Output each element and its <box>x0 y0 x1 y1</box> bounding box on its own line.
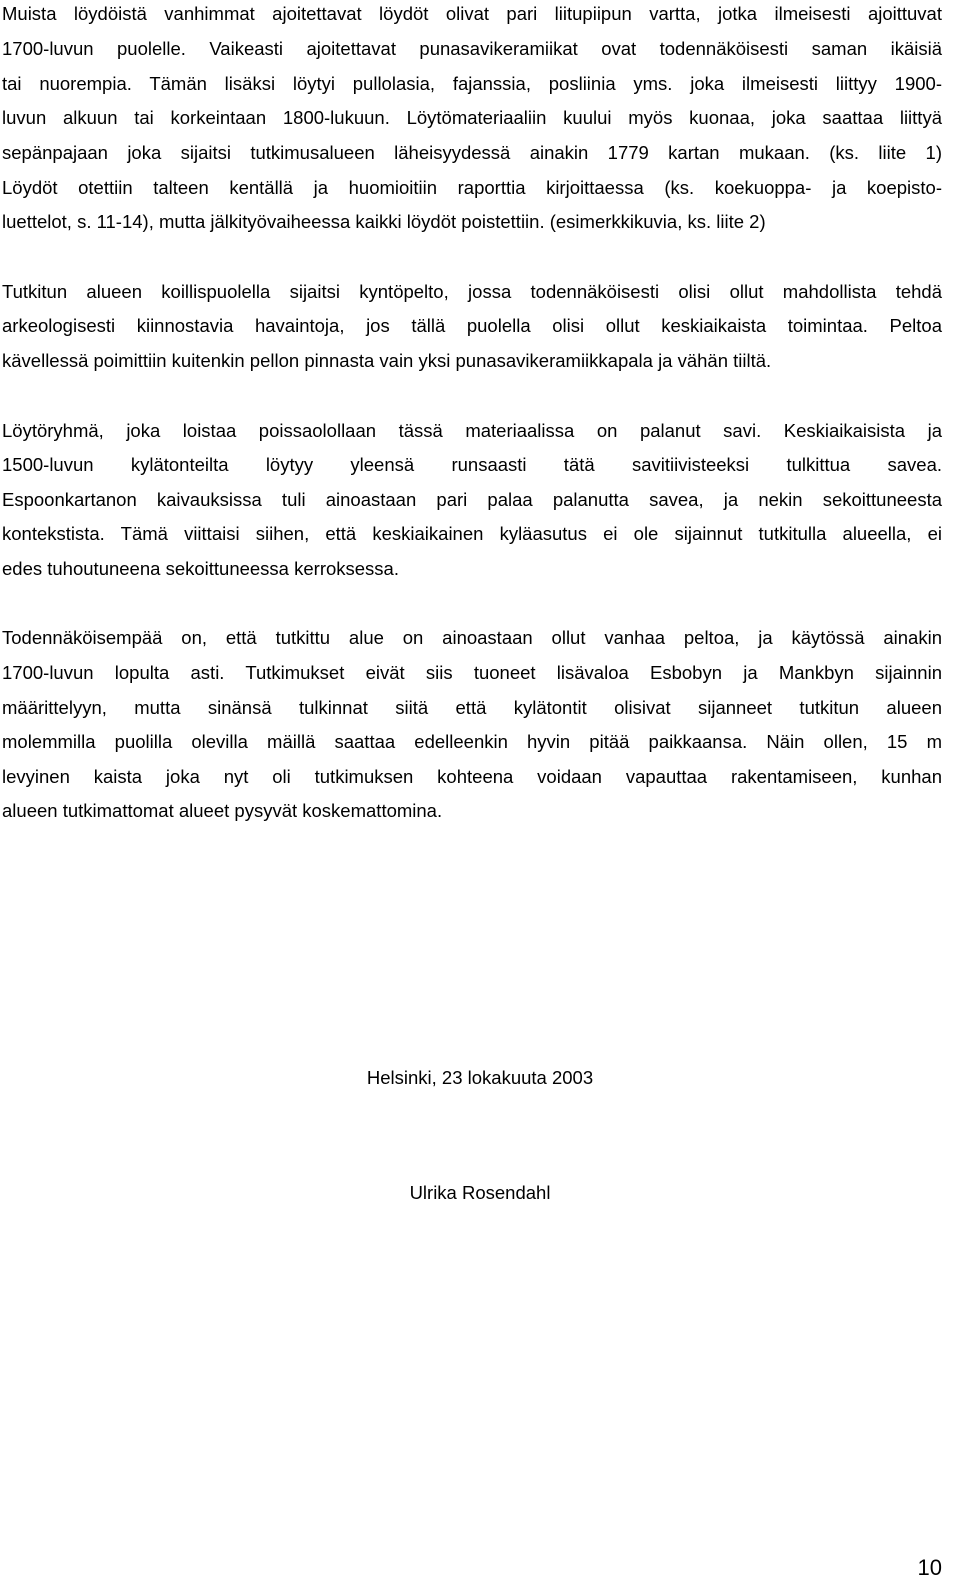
text-line: Espoonkartanon kaivauksissa tuli ainoastaan pari palaa palanutta savea, ja nekin sekoittuneesta <box>2 489 942 510</box>
text-line: Tutkitun alueen koillispuolella sijaitsi kyntöpelto, jossa todennäköisesti olisi ollut mahdollista tehdä <box>2 281 942 302</box>
text-line: alueen tutkimattomat alueet pysyvät koskemattomina. <box>2 800 443 821</box>
text-line: arkeologisesti kiinnostavia havaintoja, jos tällä puolella olisi ollut keskiaikaista toimintaa. Peltoa <box>2 315 942 336</box>
text-line: sepänpajaan joka sijaitsi tutkimusalueen läheisyydessä ainakin 1779 kartan mukaan. (ks. liite 1) <box>2 142 942 163</box>
text-line: kontekstista. Tämä viittaisi siihen, että keskiaikainen kyläasutus ei ole sijainnut tutkitulla alueella, ei <box>2 523 942 544</box>
text-line: Muista löydöistä vanhimmat ajoitettavat löydöt olivat pari liitupiipun vartta, jotka ilmeisesti ajoittuvat <box>2 3 942 24</box>
place-and-date: Helsinki, 23 lokakuuta 2003 <box>366 1067 594 1088</box>
text-line: Löydöt otettiin talteen kentällä ja huomioitiin raporttia kirjoittaessa (ks. koekuoppa- ja koepisto- <box>2 177 942 198</box>
page-number: 10 <box>917 1555 942 1580</box>
text-line: Löytöryhmä, joka loistaa poissaolollaan tässä materiaalissa on palanut savi. Keskiaikaisista ja <box>2 420 942 441</box>
text-line: levyinen kaista joka nyt oli tutkimuksen kohteena voidaan vapauttaa rakentamiseen, kunhan <box>2 766 942 787</box>
text-line: Todennäköisempää on, että tutkittu alue on ainoastaan ollut vanhaa peltoa, ja käytössä ainakin <box>2 627 942 648</box>
text-line: 1700-luvun lopulta asti. Tutkimukset eivät siis tuoneet lisävaloa Esbobyn ja Mankbyn sijainnin <box>2 662 942 683</box>
text-line: 1500-luvun kylätonteilta löytyy yleensä runsaasti tätä savitiivisteeksi tulkittua savea. <box>2 454 942 475</box>
text-line: 1700-luvun puolelle. Vaikeasti ajoitettavat punasavikeramiikat ovat todennäköisesti saman ikäisiä <box>2 38 942 59</box>
text-line: luvun alkuun tai korkeintaan 1800-lukuun. Löytömateriaaliin kuului myös kuonaa, joka saattaa liittyä <box>2 107 942 128</box>
text-line: kävellessä poimittiin kuitenkin pellon pinnasta vain yksi punasavikeramiikkapala ja vähän tiiltä. <box>2 350 772 371</box>
author-name: Ulrika Rosendahl <box>409 1182 551 1203</box>
text-line: määrittelyyn, mutta sinänsä tulkinnat siitä että kylätontit olisivat sijanneet tutkitun alueen <box>2 697 942 718</box>
text-line: edes tuhoutuneena sekoittuneessa kerroksessa. <box>2 558 399 579</box>
text-line: molemmilla puolilla olevilla mäillä saattaa edelleenkin hyvin pitää paikkaansa. Näin ollen, 15 m <box>2 731 942 752</box>
text-line: luettelot, s. 11-14), mutta jälkityövaiheessa kaikki löydöt poistettiin. (esimerkkikuvia, ks. liite 2) <box>2 211 766 232</box>
text-line: tai nuorempia. Tämän lisäksi löytyi pullolasia, fajanssia, posliinia yms. joka ilmeisesti liittyy 1900- <box>2 73 942 94</box>
